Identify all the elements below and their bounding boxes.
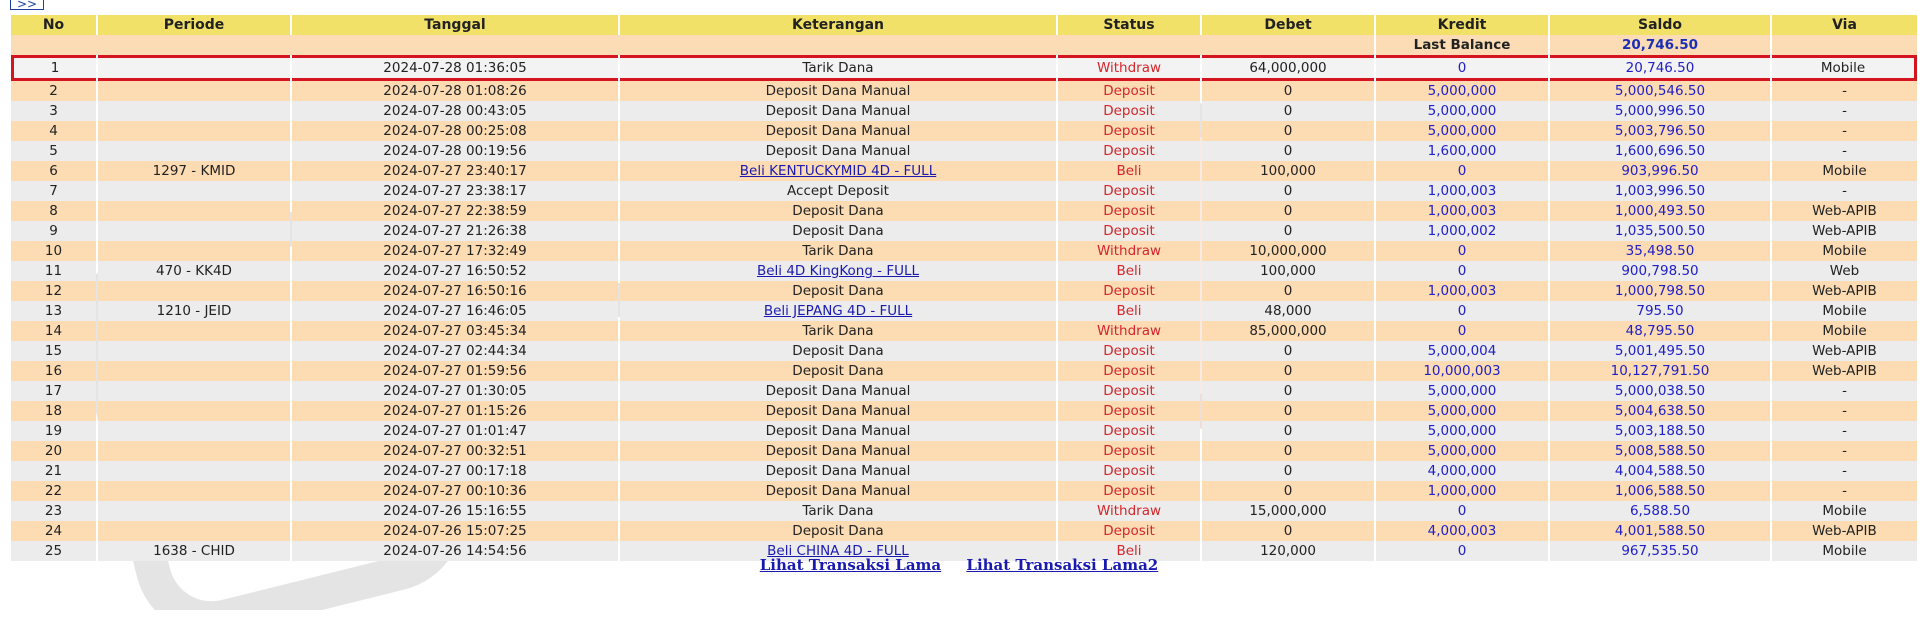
bet-detail-link[interactable]: Beli KENTUCKYMID 4D - FULL — [739, 163, 937, 179]
cell-via: - — [1772, 461, 1917, 481]
cell-kredit: 0 — [1376, 301, 1548, 321]
cell-saldo: 1,006,588.50 — [1550, 481, 1770, 501]
cell-debet: 100,000 — [1202, 261, 1374, 281]
cell-saldo: 5,000,038.50 — [1550, 381, 1770, 401]
cell-via: Web-APIB — [1772, 221, 1917, 241]
cell-keterangan: Deposit Dana Manual — [620, 421, 1056, 441]
cell-status: Deposit — [1058, 201, 1200, 221]
cell-debet: 0 — [1202, 361, 1374, 381]
cell-tanggal: 2024-07-28 01:08:26 — [292, 81, 618, 101]
cell-debet: 120,000 — [1202, 541, 1374, 561]
cell-kredit: 10,000,003 — [1376, 361, 1548, 381]
cell-tanggal: 2024-07-28 01:36:05 — [292, 55, 618, 81]
cell-kredit: 5,000,000 — [1376, 101, 1548, 121]
cell-tanggal: 2024-07-27 22:38:59 — [292, 201, 618, 221]
col-header-via: Via — [1772, 15, 1917, 35]
cell-no: 5 — [11, 141, 96, 161]
cell-via: Web-APIB — [1772, 281, 1917, 301]
cell-no: 3 — [11, 101, 96, 121]
cell-via: Web-APIB — [1772, 361, 1917, 381]
table-row — [11, 241, 1917, 261]
cell-saldo: 5,000,546.50 — [1550, 81, 1770, 101]
cell-via: - — [1772, 81, 1917, 101]
cell-keterangan: Deposit Dana — [620, 521, 1056, 541]
table-row — [11, 261, 1917, 281]
col-header-tanggal: Tanggal — [292, 15, 618, 35]
cell-keterangan: Deposit Dana Manual — [620, 101, 1056, 121]
cell-via: Mobile — [1772, 501, 1917, 521]
cell-keterangan: Deposit Dana — [620, 221, 1056, 241]
cell-saldo: 20,746.50 — [1550, 55, 1770, 81]
cell-periode — [98, 201, 290, 221]
cell-debet: 0 — [1202, 181, 1374, 201]
cell-debet: 10,000,000 — [1202, 241, 1374, 261]
col-header-kredit: Kredit — [1376, 15, 1548, 35]
last-balance-label: Last Balance — [1376, 35, 1548, 55]
cell-via: Mobile — [1772, 55, 1917, 81]
cell-kredit: 1,000,002 — [1376, 221, 1548, 241]
table-row — [11, 141, 1917, 161]
cell-periode — [98, 81, 290, 101]
cell-saldo: 900,798.50 — [1550, 261, 1770, 281]
cell-keterangan: Deposit Dana Manual — [620, 461, 1056, 481]
cell-debet: 0 — [1202, 81, 1374, 101]
cell-tanggal: 2024-07-27 01:59:56 — [292, 361, 618, 381]
cell-debet: 0 — [1202, 201, 1374, 221]
cell-debet: 0 — [1202, 101, 1374, 121]
cell-no: 13 — [11, 301, 96, 321]
cell-status: Deposit — [1058, 361, 1200, 381]
cell-debet: 0 — [1202, 401, 1374, 421]
cell-kredit: 0 — [1376, 321, 1548, 341]
cell-tanggal: 2024-07-28 00:19:56 — [292, 141, 618, 161]
cell-kredit: 1,000,003 — [1376, 281, 1548, 301]
cell-tanggal: 2024-07-28 00:25:08 — [292, 121, 618, 141]
cell-no: 11 — [11, 261, 96, 281]
cell-periode — [98, 401, 290, 421]
cell-periode — [98, 321, 290, 341]
cell-periode: 470 - KK4D — [98, 261, 290, 281]
cell-kredit: 4,000,003 — [1376, 521, 1548, 541]
cell-periode — [98, 181, 290, 201]
cell-saldo: 5,003,796.50 — [1550, 121, 1770, 141]
cell-kredit: 5,000,000 — [1376, 121, 1548, 141]
table-row — [11, 501, 1917, 521]
cell-tanggal: 2024-07-27 02:44:34 — [292, 341, 618, 361]
cell-periode — [98, 141, 290, 161]
cell-via: - — [1772, 141, 1917, 161]
cell-periode — [98, 441, 290, 461]
table-row — [11, 481, 1917, 501]
col-header-saldo: Saldo — [1550, 15, 1770, 35]
cell-saldo: 4,004,588.50 — [1550, 461, 1770, 481]
cell-no: 9 — [11, 221, 96, 241]
table-header-row — [11, 15, 1917, 35]
cell-debet: 0 — [1202, 381, 1374, 401]
cell-debet: 0 — [1202, 481, 1374, 501]
cell-keterangan: Deposit Dana Manual — [620, 81, 1056, 101]
cell-no: 2 — [11, 81, 96, 101]
cell-periode — [98, 381, 290, 401]
cell-kredit: 0 — [1376, 261, 1548, 281]
cell-kredit: 0 — [1376, 241, 1548, 261]
cell-saldo: 1,003,996.50 — [1550, 181, 1770, 201]
cell-no: 4 — [11, 121, 96, 141]
cell-keterangan: Deposit Dana — [620, 341, 1056, 361]
cell-tanggal: 2024-07-27 00:32:51 — [292, 441, 618, 461]
cell-periode — [98, 421, 290, 441]
col-header-no: No — [11, 15, 96, 35]
cell-tanggal: 2024-07-27 23:38:17 — [292, 181, 618, 201]
table-row — [11, 301, 1917, 321]
cell-debet: 0 — [1202, 461, 1374, 481]
footer-links — [0, 556, 1918, 574]
cell-no: 21 — [11, 461, 96, 481]
cell-keterangan: Deposit Dana — [620, 201, 1056, 221]
cell-no: 10 — [11, 241, 96, 261]
cell-periode — [98, 481, 290, 501]
cell-periode: 1297 - KMID — [98, 161, 290, 181]
cell-via: - — [1772, 401, 1917, 421]
bet-detail-link[interactable]: Beli JEPANG 4D - FULL — [763, 303, 913, 319]
cell-via: - — [1772, 121, 1917, 141]
table-row — [11, 521, 1917, 541]
cell-via: Mobile — [1772, 321, 1917, 341]
cell-keterangan: Tarik Dana — [620, 501, 1056, 521]
cell-debet: 0 — [1202, 221, 1374, 241]
cell-status: Deposit — [1058, 341, 1200, 361]
cell-status: Withdraw — [1058, 241, 1200, 261]
cell-saldo: 5,004,638.50 — [1550, 401, 1770, 421]
cell-status: Deposit — [1058, 481, 1200, 501]
cell-via: Mobile — [1772, 541, 1917, 561]
cell-no: 1 — [11, 55, 96, 81]
cell-via: - — [1772, 481, 1917, 501]
cell-kredit: 5,000,000 — [1376, 421, 1548, 441]
cell-debet: 0 — [1202, 341, 1374, 361]
cell-saldo: 6,588.50 — [1550, 501, 1770, 521]
cell-periode: 1210 - JEID — [98, 301, 290, 321]
col-header-periode: Periode — [98, 15, 290, 35]
cell-periode — [98, 241, 290, 261]
cell-saldo: 1,000,798.50 — [1550, 281, 1770, 301]
cell-debet: 0 — [1202, 121, 1374, 141]
cell-keterangan: Deposit Dana Manual — [620, 121, 1056, 141]
cell-no: 6 — [11, 161, 96, 181]
cell-saldo: 967,535.50 — [1550, 541, 1770, 561]
cell-saldo: 48,795.50 — [1550, 321, 1770, 341]
cell-saldo: 1,600,696.50 — [1550, 141, 1770, 161]
cell-no: 15 — [11, 341, 96, 361]
cell-keterangan: Tarik Dana — [620, 321, 1056, 341]
cell-kredit: 1,000,003 — [1376, 181, 1548, 201]
cell-via: Mobile — [1772, 241, 1917, 261]
cell-status: Beli — [1058, 541, 1200, 561]
cell-via: Mobile — [1772, 161, 1917, 181]
cell-kredit: 1,000,000 — [1376, 481, 1548, 501]
cell-debet: 85,000,000 — [1202, 321, 1374, 341]
last-balance-row — [11, 35, 1917, 55]
cell-tanggal: 2024-07-26 14:54:56 — [292, 541, 618, 561]
cell-saldo: 5,001,495.50 — [1550, 341, 1770, 361]
cell-keterangan: Deposit Dana Manual — [620, 481, 1056, 501]
col-header-debet: Debet — [1202, 15, 1374, 35]
cell-periode — [98, 221, 290, 241]
table-row-selected — [11, 55, 1917, 81]
cell-tanggal: 2024-07-27 00:17:18 — [292, 461, 618, 481]
cell-kredit: 5,000,000 — [1376, 381, 1548, 401]
cell-saldo: 5,000,996.50 — [1550, 101, 1770, 121]
cell-periode — [98, 55, 290, 81]
table-row — [11, 121, 1917, 141]
table-row — [11, 321, 1917, 341]
cell-status: Deposit — [1058, 381, 1200, 401]
cell-status: Deposit — [1058, 521, 1200, 541]
cell-kredit: 0 — [1376, 501, 1548, 521]
table-row — [11, 81, 1917, 101]
cell-status: Deposit — [1058, 181, 1200, 201]
transaction-table — [9, 15, 1918, 561]
bet-detail-link[interactable]: Beli CHINA 4D - FULL — [767, 543, 909, 559]
cell-saldo: 903,996.50 — [1550, 161, 1770, 181]
cell-no: 22 — [11, 481, 96, 501]
table-row — [11, 401, 1917, 421]
cell-no: 7 — [11, 181, 96, 201]
cell-saldo: 35,498.50 — [1550, 241, 1770, 261]
cell-keterangan: Deposit Dana Manual — [620, 141, 1056, 161]
cell-tanggal: 2024-07-26 15:16:55 — [292, 501, 618, 521]
cell-keterangan: Deposit Dana Manual — [620, 441, 1056, 461]
cell-keterangan: Deposit Dana Manual — [620, 381, 1056, 401]
cell-saldo: 1,000,493.50 — [1550, 201, 1770, 221]
cell-via: - — [1772, 441, 1917, 461]
next-page-button[interactable]: >> — [10, 0, 44, 10]
cell-tanggal: 2024-07-27 01:30:05 — [292, 381, 618, 401]
cell-tanggal: 2024-07-26 15:07:25 — [292, 521, 618, 541]
cell-status: Withdraw — [1058, 501, 1200, 521]
cell-periode — [98, 501, 290, 521]
cell-kredit: 4,000,000 — [1376, 461, 1548, 481]
table-row — [11, 221, 1917, 241]
cell-tanggal: 2024-07-27 01:01:47 — [292, 421, 618, 441]
cell-kredit: 1,000,003 — [1376, 201, 1548, 221]
cell-debet: 15,000,000 — [1202, 501, 1374, 521]
cell-via: Web — [1772, 261, 1917, 281]
cell-kredit: 0 — [1376, 55, 1548, 81]
table-row — [11, 421, 1917, 441]
cell-status: Deposit — [1058, 101, 1200, 121]
cell-tanggal: 2024-07-27 01:15:26 — [292, 401, 618, 421]
cell-kredit: 0 — [1376, 161, 1548, 181]
cell-status: Deposit — [1058, 281, 1200, 301]
cell-periode: 1638 - CHID — [98, 541, 290, 561]
cell-tanggal: 2024-07-27 21:26:38 — [292, 221, 618, 241]
cell-status: Beli — [1058, 261, 1200, 281]
table-row — [11, 441, 1917, 461]
cell-keterangan: Tarik Dana — [620, 55, 1056, 81]
table-row — [11, 281, 1917, 301]
cell-via: Mobile — [1772, 301, 1917, 321]
cell-no: 14 — [11, 321, 96, 341]
cell-periode — [98, 101, 290, 121]
cell-kredit: 0 — [1376, 541, 1548, 561]
cell-via: Web-APIB — [1772, 341, 1917, 361]
view-old-transactions-2-link[interactable]: Lihat Transaksi Lama2 — [966, 556, 1159, 574]
last-balance-value: 20,746.50 — [1550, 35, 1770, 55]
cell-debet: 100,000 — [1202, 161, 1374, 181]
cell-tanggal: 2024-07-27 16:46:05 — [292, 301, 618, 321]
cell-tanggal: 2024-07-27 16:50:52 — [292, 261, 618, 281]
cell-tanggal: 2024-07-27 00:10:36 — [292, 481, 618, 501]
table-row — [11, 341, 1917, 361]
table-row — [11, 361, 1917, 381]
cell-no: 25 — [11, 541, 96, 561]
cell-keterangan: Deposit Dana — [620, 361, 1056, 381]
cell-via: Web-APIB — [1772, 201, 1917, 221]
view-old-transactions-link[interactable]: Lihat Transaksi Lama — [759, 556, 942, 574]
cell-status: Withdraw — [1058, 55, 1200, 81]
cell-status: Deposit — [1058, 421, 1200, 441]
cell-debet: 0 — [1202, 281, 1374, 301]
cell-status: Beli — [1058, 301, 1200, 321]
cell-no: 24 — [11, 521, 96, 541]
cell-tanggal: 2024-07-27 23:40:17 — [292, 161, 618, 181]
cell-debet: 0 — [1202, 421, 1374, 441]
cell-status: Deposit — [1058, 221, 1200, 241]
cell-via: - — [1772, 421, 1917, 441]
col-header-keterangan: Keterangan — [620, 15, 1056, 35]
cell-kredit: 5,000,000 — [1376, 441, 1548, 461]
cell-keterangan — [620, 261, 1056, 281]
table-row — [11, 461, 1917, 481]
table-row — [11, 181, 1917, 201]
cell-saldo: 5,003,188.50 — [1550, 421, 1770, 441]
cell-periode — [98, 361, 290, 381]
cell-keterangan: Deposit Dana Manual — [620, 401, 1056, 421]
cell-status: Deposit — [1058, 141, 1200, 161]
table-row — [11, 201, 1917, 221]
table-row — [11, 101, 1917, 121]
cell-periode — [98, 121, 290, 141]
cell-status: Deposit — [1058, 401, 1200, 421]
cell-via: Web-APIB — [1772, 521, 1917, 541]
cell-saldo: 5,008,588.50 — [1550, 441, 1770, 461]
cell-no: 8 — [11, 201, 96, 221]
cell-status: Withdraw — [1058, 321, 1200, 341]
cell-status: Beli — [1058, 161, 1200, 181]
cell-debet: 64,000,000 — [1202, 55, 1374, 81]
cell-debet: 0 — [1202, 141, 1374, 161]
cell-periode — [98, 281, 290, 301]
cell-periode — [98, 341, 290, 361]
cell-kredit: 5,000,000 — [1376, 81, 1548, 101]
cell-no: 23 — [11, 501, 96, 521]
col-header-status: Status — [1058, 15, 1200, 35]
cell-debet: 48,000 — [1202, 301, 1374, 321]
cell-via: - — [1772, 101, 1917, 121]
bet-detail-link[interactable]: Beli 4D KingKong - FULL — [756, 263, 920, 279]
table-row — [11, 161, 1917, 181]
cell-debet: 0 — [1202, 441, 1374, 461]
cell-periode — [98, 521, 290, 541]
cell-no: 17 — [11, 381, 96, 401]
cell-saldo: 4,001,588.50 — [1550, 521, 1770, 541]
cell-tanggal: 2024-07-27 16:50:16 — [292, 281, 618, 301]
cell-keterangan: Deposit Dana — [620, 281, 1056, 301]
cell-debet: 0 — [1202, 521, 1374, 541]
cell-no: 12 — [11, 281, 96, 301]
table-row — [11, 381, 1917, 401]
cell-kredit: 5,000,000 — [1376, 401, 1548, 421]
cell-saldo: 795.50 — [1550, 301, 1770, 321]
cell-status: Deposit — [1058, 461, 1200, 481]
cell-tanggal: 2024-07-27 17:32:49 — [292, 241, 618, 261]
cell-no: 19 — [11, 421, 96, 441]
cell-no: 16 — [11, 361, 96, 381]
cell-keterangan: Accept Deposit — [620, 181, 1056, 201]
cell-saldo: 1,035,500.50 — [1550, 221, 1770, 241]
cell-status: Deposit — [1058, 441, 1200, 461]
cell-periode — [98, 461, 290, 481]
cell-status: Deposit — [1058, 121, 1200, 141]
cell-no: 18 — [11, 401, 96, 421]
cell-keterangan: Tarik Dana — [620, 241, 1056, 261]
cell-no: 20 — [11, 441, 96, 461]
cell-status: Deposit — [1058, 81, 1200, 101]
cell-tanggal: 2024-07-27 03:45:34 — [292, 321, 618, 341]
cell-via: - — [1772, 381, 1917, 401]
cell-via: - — [1772, 181, 1917, 201]
cell-tanggal: 2024-07-28 00:43:05 — [292, 101, 618, 121]
cell-kredit: 1,600,000 — [1376, 141, 1548, 161]
cell-saldo: 10,127,791.50 — [1550, 361, 1770, 381]
cell-keterangan — [620, 301, 1056, 321]
cell-keterangan — [620, 161, 1056, 181]
cell-kredit: 5,000,004 — [1376, 341, 1548, 361]
